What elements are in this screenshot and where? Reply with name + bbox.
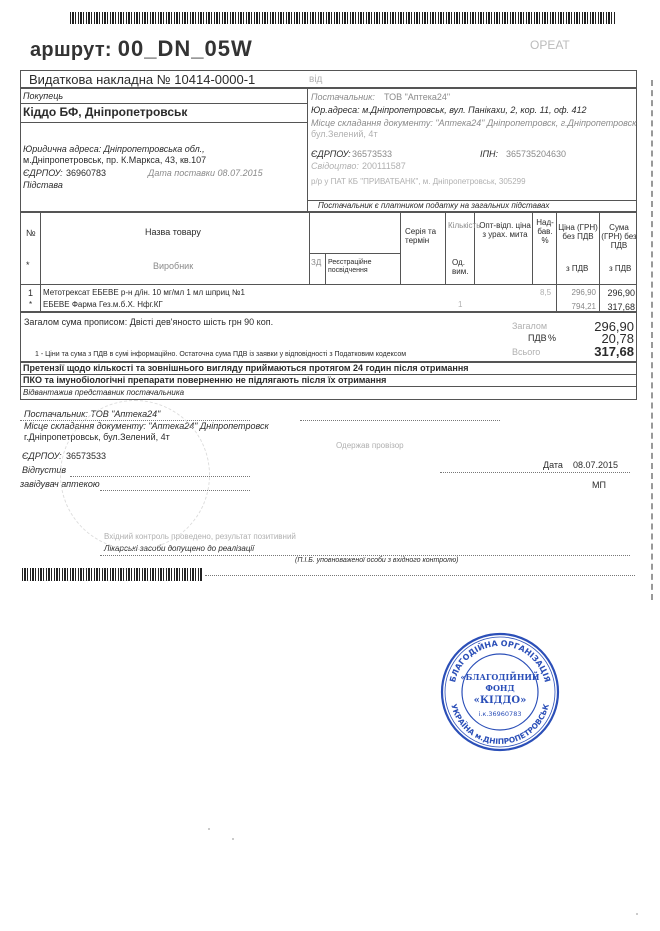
supplier-ipn: 365735204630 [506, 149, 567, 159]
route-code: 00_DN_05W [117, 36, 253, 61]
buyer-basis: Пiдстава [23, 180, 63, 190]
buyer-edrpou: 36960783 [66, 168, 107, 178]
claims-note: Претензiї щодо кiлькостi та зовнiшнього вигляду приймаються протягом 24 годин пiсля отримання [23, 363, 469, 373]
buyer-edrpou-label: ЄДРПОУ: [23, 168, 63, 178]
col-star: * [26, 260, 30, 270]
vat-percent: % [548, 333, 557, 343]
row-markup: 8,5 [540, 288, 552, 297]
mp-label: МП [592, 480, 606, 490]
sub-zd: ЗД [311, 258, 322, 267]
document-title-row [20, 70, 637, 88]
bottom-edrpou-label: ЄДРПОУ: [22, 451, 62, 461]
bottom-date: 08.07.2015 [573, 460, 619, 470]
grand-total-label: Всього [512, 347, 541, 357]
stamp-outer-bottom-text: УКРАЇНА м.ДНIПРОПЕТРОВСЬК [449, 702, 551, 747]
stamp-inner-line3: «КIДДО» [473, 695, 527, 706]
document-title-suffix: від [309, 74, 323, 85]
control-line2: Лiкарськi засоби допущено до реалiзацiї [104, 544, 254, 553]
route-header [30, 36, 253, 62]
row-star: * [29, 300, 33, 309]
stamp-code: i.к.36960783 [478, 710, 522, 718]
route-label: аршрут: [30, 39, 112, 61]
supplier-ipn-label: IПН: [480, 149, 499, 159]
col-markup: Над-бав. % [536, 218, 554, 245]
supplier-legal-address: Юр.адреса: м.Днiпропетровськ, вул. Панiкахи, 2, кор. 11, оф. 412 [311, 105, 587, 115]
supplier-cert-label: Свiдоцтво: [311, 161, 359, 171]
supplier-bank-line: р/р у ПАТ КБ "ПРИВАТБАНК", м. Днiпропетровськ, 305299 [311, 177, 526, 186]
corner-faint-text: ОРЕАТ [530, 38, 570, 52]
vat-label: ПДВ [528, 333, 547, 343]
row-qty: 1 [458, 300, 463, 309]
bottom-place-line2: г.Днiпропетровськ, бул.Зелений, 4т [24, 432, 170, 442]
received-label: Одержав провiзор [336, 441, 404, 450]
bottom-place-line1: Мiсце складання документу: "Аптека24" Днiпропетровск [24, 421, 269, 431]
sub-registration: Реєстрацiйне посвiдчення [328, 259, 372, 274]
row-sum-vat: 317,68 [607, 302, 635, 312]
buyer-address-line1: Юридична адреса: Днiпропетровська обл., [23, 144, 205, 154]
vat-amount: 20,78 [601, 331, 634, 346]
col-opt-price: Опт-вiдп. цiна з урах. митa [479, 221, 531, 239]
control-person: (П.I.Б. уповноваженої особи з вхiдного контролю) [295, 557, 459, 564]
total-amount: 296,90 [594, 319, 634, 334]
supplier-cert: 200111587 [362, 161, 406, 171]
document-title: Видаткова накладна № 10414-0000-1 [29, 72, 256, 87]
manager-label: завiдувач аптекою [20, 479, 100, 489]
row-sum: 296,90 [607, 288, 635, 298]
buyer-delivery-date: Дата поставки 08.07.2015 [148, 168, 263, 178]
buyer-address-line2: м.Днiпропетровськ, пр. К.Маркса, 43, кв.107 [23, 155, 207, 165]
col-qty: Кiлькiсть [448, 221, 481, 230]
buyer-heading: Покупець [23, 91, 64, 101]
shipped-label: Вiдпустив [22, 465, 67, 475]
supplier-name: ТОВ "Аптека24" [384, 92, 451, 102]
col-price: Цiна (ГРН) без ПДВ [558, 223, 598, 241]
perforation-edge [651, 80, 657, 600]
supplier-warehouse-line2: бул.Зелений, 4т [311, 129, 378, 139]
svg-text:УКРАЇНА м.ДНIПРОПЕТРОВСЬК [449, 702, 551, 746]
faint-stamp-ghost [60, 400, 210, 550]
col-producer: Виробник [153, 261, 194, 271]
vat-footnote: 1 - Цiни та сума з ПДВ в сумi iнформацiйно. Остаточна сума ПДВ iз заявки у вiдповiдностi з Податковим кодексом [35, 351, 407, 358]
stamp-inner-line2: ФОНД [485, 683, 515, 693]
pko-note: ПКО та iмунобiологiчнi препарати поверненню не пiдлягають пiсля їх отримання [23, 375, 387, 385]
supplier-edrpou-label: ЄДРПОУ: [311, 149, 351, 159]
shipped-by-note: Вiдвантажив представник постачальника [23, 388, 185, 397]
total-in-words: Загалом сума прописом: Двiстi дев'яносто шiсть грн 90 коп. [24, 317, 274, 327]
total-label: Загалом [512, 321, 548, 331]
supplier-warehouse: Мiсце складання документу: "Аптека24" Днiпропетровск, г.Днiпропетровск [311, 118, 637, 128]
col-name: Назва товару [145, 227, 201, 237]
row-no: 1 [28, 288, 34, 298]
col-no: № [26, 228, 36, 238]
stamp-inner-line1: «БЛАГОДIЙНИЙ [460, 672, 540, 682]
buyer-name: Кiддо БФ, Днiпропетровськ [23, 105, 188, 119]
row-price: 296,90 [571, 288, 596, 297]
bottom-supplier: Постачальник: ТОВ "Аптека24" [24, 409, 161, 419]
bottom-barcode [22, 568, 202, 581]
supplier-tax-status: Постачальник є платником податку на загальних пiдставах [318, 201, 550, 210]
top-barcode [70, 12, 615, 24]
col-sum: Сума (ГРН) без ПДВ [601, 223, 637, 250]
charity-fund-stamp [440, 632, 560, 752]
col-price-vat: з ПДВ [566, 264, 589, 273]
stamp-outer-top-text: БЛАГОДIЙНА ОРГАНIЗАЦIЯ [448, 638, 552, 684]
date-label: Дата [543, 460, 563, 470]
bottom-edrpou: 36573533 [66, 451, 107, 461]
col-sum-vat: з ПДВ [609, 264, 632, 273]
grand-total: 317,68 [594, 344, 634, 359]
row-price-vat: 794,21 [571, 302, 596, 311]
col-unit: Од. вим. [452, 258, 469, 276]
supplier-edrpou: 36573533 [352, 149, 393, 159]
row-producer: ЕБЕВЕ Фарма Гез.м.б.Х. Нфг.КГ [43, 300, 163, 309]
supplier-heading: Постачальник: [311, 92, 375, 102]
control-line1: Вхiдний контроль проведено, результат позитивний [104, 532, 296, 541]
col-series: Серiя та термiн [405, 227, 437, 245]
row-name: Метотрексат ЕБЕВЕ р-н д/iн. 10 мг/мл 1 мл шприц №1 [43, 288, 245, 297]
